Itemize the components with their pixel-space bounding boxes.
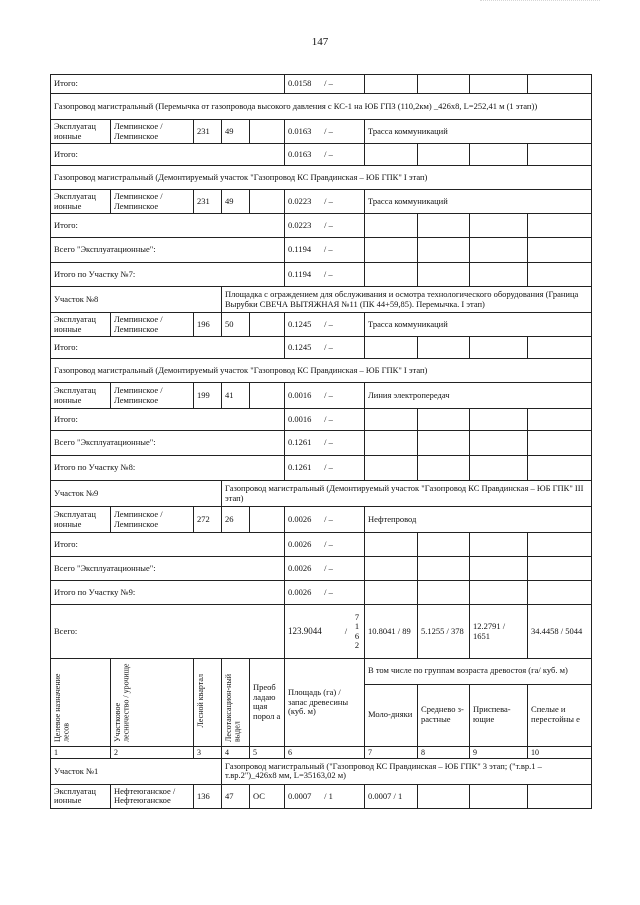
row-label: Итого по Участку №9: [51, 581, 285, 605]
slash-dash: / – [324, 437, 333, 448]
plot-header-row [51, 758, 592, 784]
kvartal-cell: 231 [194, 190, 222, 214]
area-value: 0.0007 [288, 790, 312, 801]
empty-cell [528, 409, 592, 431]
empty-cell [365, 75, 418, 94]
plot-label: Участок №9 [51, 481, 222, 507]
ripening-total: 12.2791 / 1651 [470, 605, 528, 659]
area-cell [285, 383, 365, 409]
empty-cell [470, 533, 528, 557]
empty-cell [470, 144, 528, 166]
table-row [51, 263, 592, 287]
slash-dash: / – [324, 148, 333, 159]
row-label: Всего "Эксплуатационные": [51, 557, 285, 581]
empty-cell [418, 263, 470, 287]
area-value: 0.0223 [288, 195, 312, 206]
kvartal-cell: 199 [194, 383, 222, 409]
empty-cell [418, 533, 470, 557]
grand-total-row [51, 605, 592, 659]
column-number: 6 [285, 746, 365, 758]
header-purpose [51, 659, 111, 747]
table-row [51, 507, 592, 533]
area-cell [285, 456, 365, 481]
vydel-cell: 49 [222, 190, 250, 214]
row-label: Итого: [51, 409, 285, 431]
purpose-kind: Эксплуатац ионные [51, 784, 111, 808]
land-use-cell: Трасса коммуникаций [365, 190, 592, 214]
empty-cell [418, 784, 470, 808]
empty-cell [418, 409, 470, 431]
row-label: Итого по Участку №8: [51, 456, 285, 481]
forestry-name: Лемпинское / Лемпинское [111, 313, 194, 337]
row-label: Итого по Участку №7: [51, 263, 285, 287]
area-cell [285, 557, 365, 581]
empty-cell [528, 238, 592, 263]
header-young: Моло-дняки [365, 684, 418, 746]
column-number-row [51, 746, 592, 758]
empty-cell [365, 456, 418, 481]
area-value: 0.0026 [288, 562, 312, 573]
empty-cell [470, 409, 528, 431]
area-cell [285, 409, 365, 431]
table-row [51, 533, 592, 557]
empty-cell [365, 337, 418, 359]
empty-cell [528, 784, 592, 808]
row-label: Итого: [51, 214, 285, 238]
empty-cell [365, 263, 418, 287]
area-cell [285, 507, 365, 533]
purpose-kind: Эксплуатац ионные [51, 120, 111, 144]
empty-cell [418, 214, 470, 238]
digit: 2 [354, 639, 360, 650]
kvartal-cell: 272 [194, 507, 222, 533]
header-vydel-text: Лесотаксацион-ный выдел [224, 673, 242, 742]
table-row [51, 120, 592, 144]
empty-cell [470, 214, 528, 238]
area-value: 0.1261 [288, 437, 312, 448]
area-cell [285, 144, 365, 166]
column-number: 1 [51, 746, 111, 758]
row-label: Всего: [51, 605, 285, 659]
area-cell [285, 238, 365, 263]
middle-total: 5.1255 / 378 [418, 605, 470, 659]
area-cell [285, 784, 365, 808]
young-cell: 0.0007 / 1 [365, 784, 418, 808]
empty-cell [470, 263, 528, 287]
table-row [51, 784, 592, 808]
page-number: 147 [311, 36, 329, 48]
row-label: Итого: [51, 533, 285, 557]
empty-cell [528, 144, 592, 166]
row-label: Всего "Эксплуатационные": [51, 238, 285, 263]
empty-cell [528, 337, 592, 359]
slash-dash: / – [324, 78, 333, 89]
scan-artifact [480, 0, 600, 9]
table-row [51, 431, 592, 456]
land-use-cell: Трасса коммуникаций [365, 120, 592, 144]
slash-dash: / – [324, 413, 333, 424]
area-value: 0.0016 [288, 389, 312, 400]
area-value: 0.0163 [288, 125, 312, 136]
area-cell [285, 190, 365, 214]
header-mature: Спелые и перестойны е [528, 684, 592, 746]
header-ripening: Приспева-ющие [470, 684, 528, 746]
slash-dash: / – [323, 268, 333, 279]
empty-cell [528, 431, 592, 456]
plot-header-row [51, 481, 592, 507]
forestry-name: Нефтеюганское / Нефтеюганское [111, 784, 194, 808]
purpose-kind: Эксплуатац ионные [51, 313, 111, 337]
land-use-cell: Нефтепровод [365, 507, 592, 533]
empty-cell [418, 581, 470, 605]
empty-cell [250, 190, 285, 214]
empty-cell [418, 557, 470, 581]
table-row [51, 190, 592, 214]
column-header-row [51, 659, 592, 685]
table-row [51, 214, 592, 238]
area-cell [285, 120, 365, 144]
empty-cell [470, 557, 528, 581]
table-row [51, 456, 592, 481]
empty-cell [528, 456, 592, 481]
area-cell [285, 337, 365, 359]
table-row [51, 383, 592, 409]
empty-cell [365, 431, 418, 456]
empty-cell [250, 120, 285, 144]
empty-cell [418, 238, 470, 263]
purpose-kind: Эксплуатац ионные [51, 190, 111, 214]
column-number: 9 [470, 746, 528, 758]
table-row [51, 557, 592, 581]
digit: 7 [354, 612, 360, 622]
area-cell [285, 533, 365, 557]
area-value: 0.1194 [288, 244, 312, 255]
area-value: 0.0016 [288, 413, 312, 424]
header-kvartal-text: Лесной квартал [196, 674, 205, 728]
empty-cell [418, 431, 470, 456]
vydel-cell: 49 [222, 120, 250, 144]
table-row [51, 581, 592, 605]
vydel-cell: 47 [222, 784, 250, 808]
section-title: Газопровод магистральный (Демонтируемый участок "Газопровод КС Правдинская – ЮБ ГПК" I этап) [51, 166, 592, 190]
total-area-layout [288, 613, 361, 650]
empty-cell [250, 313, 285, 337]
empty-cell [470, 784, 528, 808]
empty-cell [470, 581, 528, 605]
forest-ledger-table [50, 74, 592, 809]
digit: 1 [354, 621, 360, 632]
slash-dash: / – [324, 462, 333, 473]
area-value: 0.0026 [288, 586, 312, 597]
empty-cell [528, 214, 592, 238]
empty-cell [365, 533, 418, 557]
section-title-row [51, 166, 592, 190]
empty-cell [250, 383, 285, 409]
empty-cell [365, 238, 418, 263]
section-title: Газопровод магистральный (Демонтируемый участок "Газопровод КС Правдинская – ЮБ ГПК" I этап) [51, 359, 592, 383]
area-cell [285, 581, 365, 605]
area-cell [285, 263, 365, 287]
area-value: 0.1245 [288, 341, 312, 352]
header-age-group: В том числе по группам возраста древостоя (га/ куб. м) [365, 659, 592, 685]
table-row [51, 313, 592, 337]
empty-cell [470, 337, 528, 359]
empty-cell [365, 214, 418, 238]
table-row [51, 75, 592, 94]
empty-cell [250, 507, 285, 533]
vydel-cell: 50 [222, 313, 250, 337]
slash-dash: / – [324, 219, 333, 230]
table-row [51, 144, 592, 166]
plot-label: Участок №1 [51, 758, 222, 784]
empty-cell [470, 431, 528, 456]
empty-cell [528, 581, 592, 605]
forestry-name: Лемпинское / Лемпинское [111, 120, 194, 144]
column-number: 8 [418, 746, 470, 758]
slash: / [344, 625, 348, 636]
row-label: Всего "Эксплуатационные": [51, 431, 285, 456]
slash-dash: / – [324, 389, 333, 400]
forestry-name: Лемпинское / Лемпинское [111, 190, 194, 214]
empty-cell [528, 533, 592, 557]
area-value: 0.0163 [288, 148, 312, 159]
species-cell: ОС [250, 784, 285, 808]
forestry-name: Лемпинское / Лемпинское [111, 507, 194, 533]
header-forestry [111, 659, 194, 747]
vydel-cell: 26 [222, 507, 250, 533]
header-kvartal [194, 659, 222, 747]
column-number: 10 [528, 746, 592, 758]
row-label: Итого: [51, 337, 285, 359]
column-number: 3 [194, 746, 222, 758]
header-vydel [222, 659, 250, 747]
slash-dash: / – [324, 586, 333, 597]
total-area-inner-row [288, 613, 361, 650]
empty-cell [418, 337, 470, 359]
area-value: 0.0158 [288, 78, 312, 89]
slash-dash: / – [324, 513, 333, 524]
young-total: 10.8041 / 89 [365, 605, 418, 659]
slash-dash: / – [324, 341, 333, 352]
area-value: 0.1194 [288, 268, 312, 279]
section-title-row [51, 94, 592, 120]
empty-cell [418, 456, 470, 481]
stacked-digits [353, 613, 361, 650]
table-row [51, 337, 592, 359]
empty-cell [418, 75, 470, 94]
empty-cell [365, 409, 418, 431]
purpose-kind: Эксплуатац ионные [51, 383, 111, 409]
slash-dash: / – [324, 125, 333, 136]
slash-dash: / – [324, 195, 333, 206]
empty-cell [528, 557, 592, 581]
slash-dash: / – [324, 538, 333, 549]
row-label: Итого: [51, 144, 285, 166]
section-title: Газопровод магистральный (Перемычка от газопровода высокого давления с КС-1 на ЮБ ГПЗ (110,2км) _426х8, L=252,41 м (1 этап)) [51, 94, 592, 120]
empty-cell [528, 75, 592, 94]
plot-label: Участок №8 [51, 287, 222, 313]
header-species: Преоб ладаю щая порол а [250, 659, 285, 747]
slash-dash: / – [323, 244, 333, 255]
kvartal-cell: 196 [194, 313, 222, 337]
area-cell [285, 75, 365, 94]
empty-cell [418, 144, 470, 166]
forestry-name: Лемпинское / Лемпинское [111, 383, 194, 409]
empty-cell [365, 581, 418, 605]
empty-cell [365, 144, 418, 166]
kvartal-cell: 231 [194, 120, 222, 144]
column-number: 4 [222, 746, 250, 758]
slash-dash: / – [324, 562, 333, 573]
purpose-kind: Эксплуатац ионные [51, 507, 111, 533]
area-value: 0.0223 [288, 219, 312, 230]
section-title-row [51, 359, 592, 383]
header-purpose-text: Целевое назначение лесов [53, 673, 71, 742]
empty-cell [470, 456, 528, 481]
header-forestry-text: Участковое лесничество / урочище [113, 663, 131, 742]
area-value: 123.9044 [288, 626, 322, 637]
header-area: Площадь (га) / запас древесины (куб. м) [285, 659, 365, 747]
column-number: 5 [250, 746, 285, 758]
table-row [51, 238, 592, 263]
plot-title: Площадка с ограждением для обслуживания и осмотра технологического оборудования (Граница Вырубки СВЕЧА ВЫТЯЖНАЯ №11 (ПК 44+59,85). Перемычка. I этап) [222, 287, 592, 313]
area-cell [285, 313, 365, 337]
header-middle: Среднево з-растные [418, 684, 470, 746]
column-number: 2 [111, 746, 194, 758]
area-value: 0.0026 [288, 513, 312, 524]
empty-cell [470, 75, 528, 94]
area-cell [285, 214, 365, 238]
land-use-cell: Линия электропередач [365, 383, 592, 409]
area-cell [285, 605, 365, 659]
plot-title: Газопровод магистральный (Демонтируемый участок "Газопровод КС Правдинская – ЮБ ГПК" III этап) [222, 481, 592, 507]
digit: 6 [354, 630, 360, 641]
vydel-cell: 41 [222, 383, 250, 409]
area-value: 0.1261 [288, 462, 312, 473]
area-value: 0.1245 [288, 318, 312, 329]
kvartal-cell: 136 [194, 784, 222, 808]
column-number: 7 [365, 746, 418, 758]
plot-title: Газопровод магистральный ("Газопровод КС Правдинская – ЮБ ГПК" 3 этап; ("т.вр.1 – т.вр.2")_426х8 мм, L=35163,02 м) [222, 758, 592, 784]
empty-cell [470, 238, 528, 263]
empty-cell [528, 263, 592, 287]
table-row [51, 409, 592, 431]
slash-dash: / – [324, 318, 333, 329]
land-use-cell: Трасса коммуникаций [365, 313, 592, 337]
plot-header-row [51, 287, 592, 313]
row-label: Итого: [51, 75, 285, 94]
slash-dash: / 1 [324, 790, 333, 801]
mature-total: 34.4458 / 5044 [528, 605, 592, 659]
empty-cell [365, 557, 418, 581]
area-value: 0.0026 [288, 538, 312, 549]
area-cell [285, 431, 365, 456]
